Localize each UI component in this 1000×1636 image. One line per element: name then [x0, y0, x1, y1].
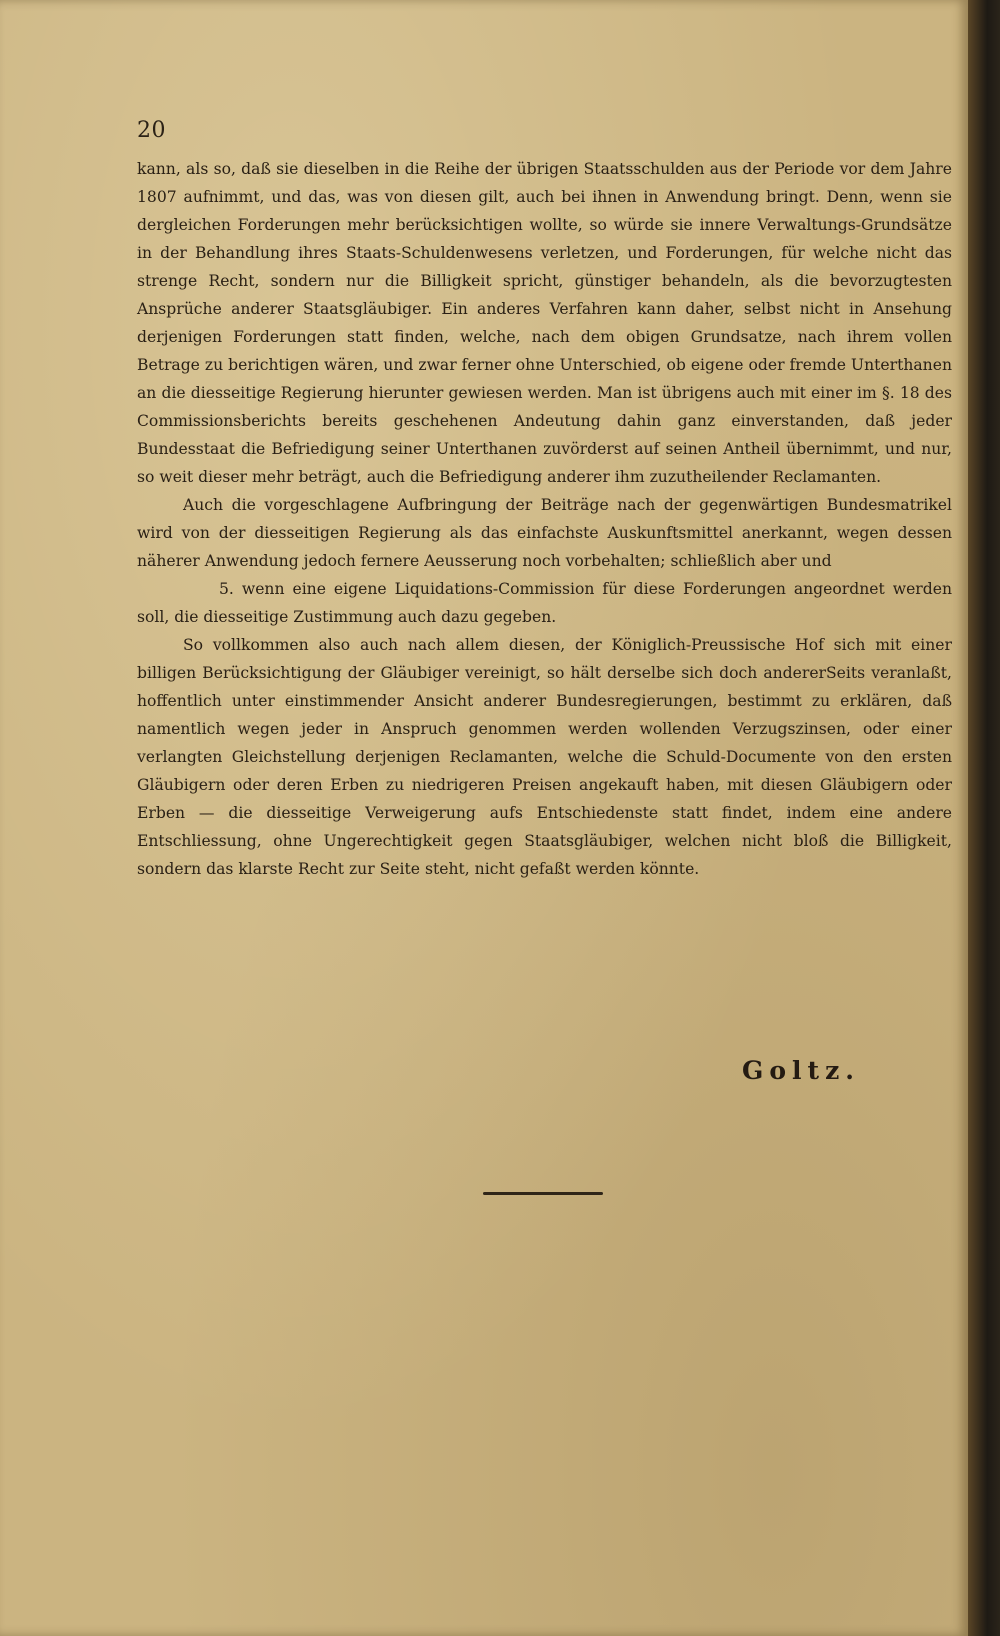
paragraph-bundesmatrikel: Auch die vorgeschlagene Aufbringung der Beiträge nach der gegenwärtigen Bundesmatrikel wird von der diesseitigen Regierung als das einfachste Auskunftsmittel anerkannt, wegen dessen näherer Anwendung jedoch fernere Aeusserung noch vorbehalten; schließlich aber und	[137, 496, 952, 570]
page-number: 20	[137, 118, 166, 143]
paragraph-item-5: 5. wenn eine eigene Liquidations-Commission für diese Forderungen angeordnet werden soll, die diesseitige Zustimmung auch dazu gegeben.	[137, 580, 952, 626]
body-text	[137, 155, 952, 883]
signature: Goltz.	[742, 1056, 860, 1085]
paragraph-continuation: kann, als so, daß sie dieselben in die Reihe der übrigen Staatsschulden aus der Periode vor dem Jahre 1807 aufnimmt, und das, was von diesen gilt, auch bei ihnen in Anwendung bringt. Denn, wenn sie dergleichen Forderungen mehr berücksichtigen wollte, so würde sie innere Verwaltungs-Grundsätze in der Behandlung ihres Staats-Schuldenwesens verletzen, und Forderungen, für welche nicht das strenge Recht, sondern nur die Billigkeit spricht, günstiger behandeln, als die bevorzugtesten Ansprüche anderer Staatsgläubiger. Ein anderes Verfahren kann daher, selbst nicht in Ansehung derjenigen Forderungen statt finden, welche, nach dem obigen Grundsatze, nach ihrem vollen Betrage zu berichtigen wären, und zwar ferner ohne Unterschied, ob eigene oder fremde Unterthanen an die diesseitige Regierung hierunter gewiesen werden. Man ist übrigens auch mit einer im §. 18 des Commissionsberichts bereits geschehenen Andeutung dahin ganz einverstanden, daß jeder Bundesstaat die Befriedigung seiner Unterthanen zuvörderst auf seinen Antheil übernimmt, und nur, so weit dieser mehr beträgt, auch die Befriedigung anderer ihm zuzutheilender Reclamanten.	[137, 160, 952, 486]
end-rule-divider	[483, 1192, 603, 1195]
binding-edge	[968, 0, 1000, 1636]
paragraph-conclusion: So vollkommen also auch nach allem diesen, der Königlich-Preussische Hof sich mit einer billigen Berücksichtigung der Gläubiger vereinigt, so hält derselbe sich doch andererSeits veranlaßt, hoffentlich unter einstimmender Ansicht anderer Bundesregierungen, bestimmt zu erklären, daß namentlich wegen jeder in Anspruch genommen werden wollenden Verzugszinsen, oder einer verlangten Gleichstellung derjenigen Reclamanten, welche die Schuld-Documente von den ersten Gläubigern oder deren Erben zu niedrigeren Preisen angekauft haben, mit diesen Gläubigern oder Erben — die diesseitige Verweigerung aufs Entschiedenste statt findet, indem eine andere Entschliessung, ohne Ungerechtigkeit gegen Staatsgläubiger, welchen nicht bloß die Billigkeit, sondern das klarste Recht zur Seite steht, nicht gefaßt werden könnte.	[137, 636, 952, 878]
